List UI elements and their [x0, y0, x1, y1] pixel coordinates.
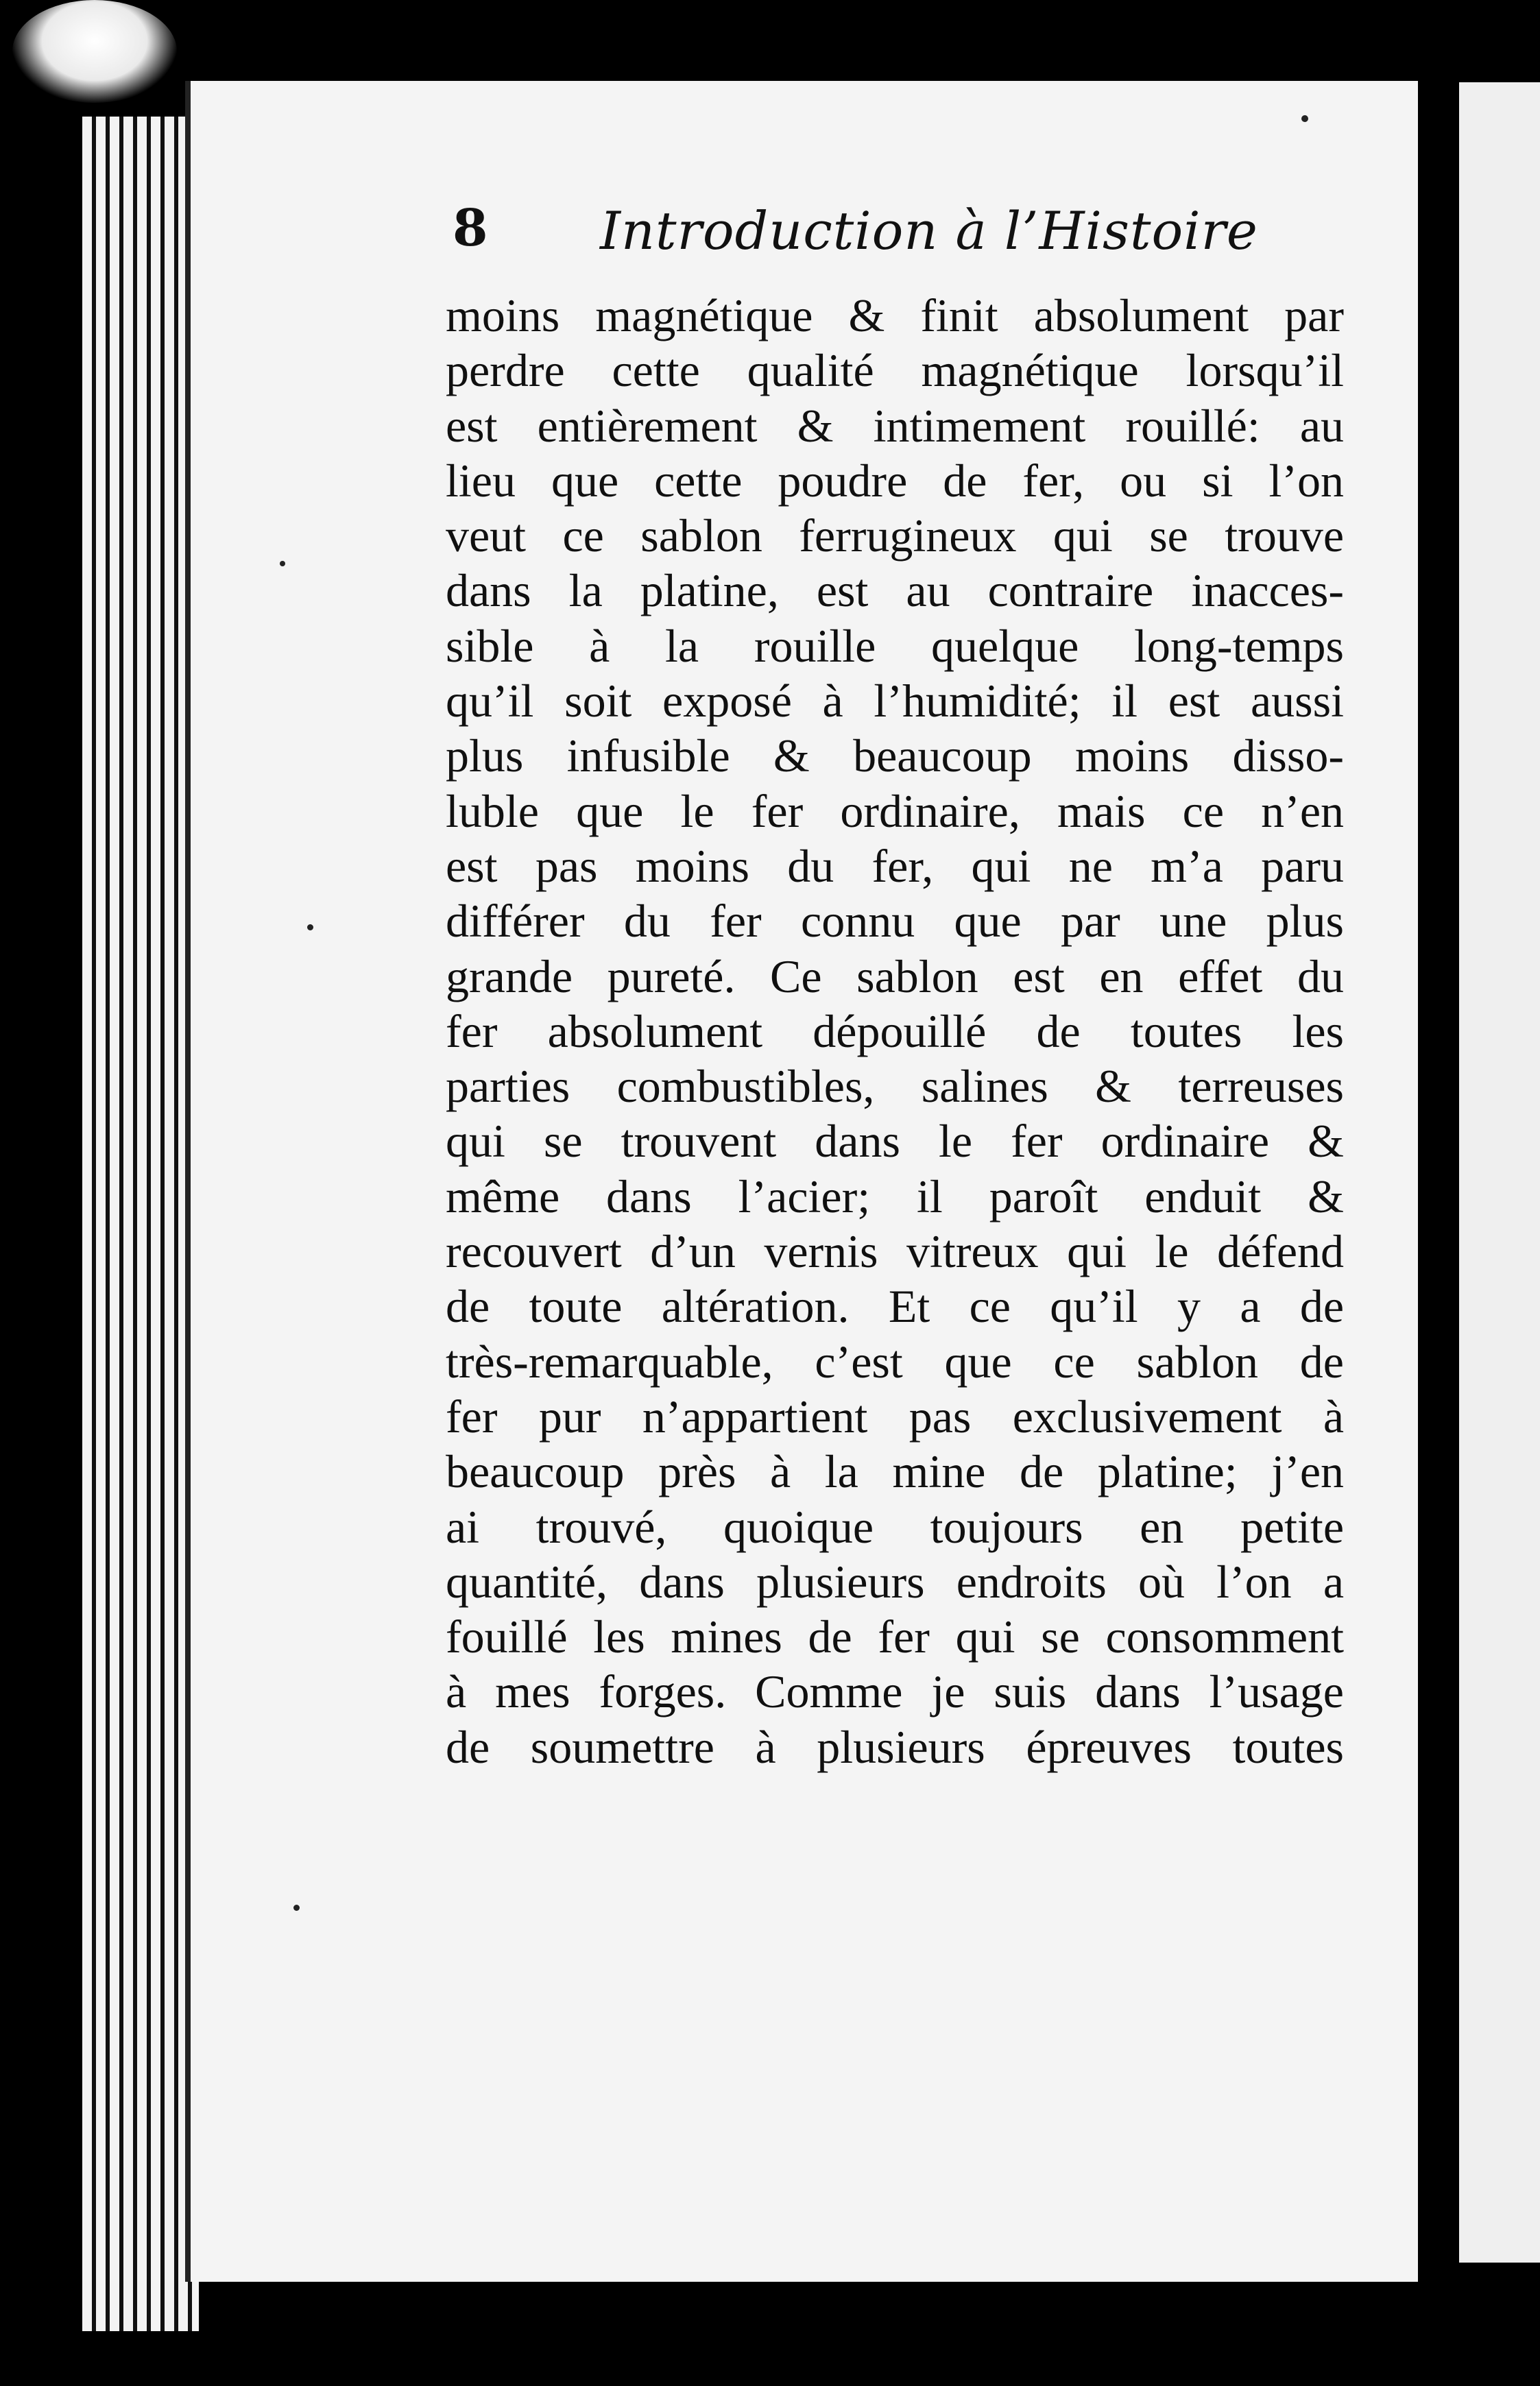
- text-line: moins magnétique & finit absolument par: [446, 289, 1344, 341]
- text-line: même dans l’acier; il paroît enduit &: [446, 1170, 1344, 1222]
- text-line: lieu que cette poudre de fer, ou si l’on: [446, 454, 1344, 507]
- text-line: est entièrement & intimement rouillé: au: [446, 399, 1344, 452]
- text-line: à mes forges. Comme je suis dans l’usage: [446, 1665, 1344, 1718]
- text-line: dans la platine, est au contraire inacces-: [446, 564, 1344, 617]
- text-line: est pas moins du fer, qui ne m’a paru: [446, 839, 1344, 892]
- ink-speck: [307, 924, 313, 930]
- text-line: grande pureté. Ce sablon est en effet du: [446, 950, 1344, 1002]
- paper-stain: [12, 0, 177, 103]
- text-line: quantité, dans plusieurs endroits où l’on a: [446, 1555, 1344, 1608]
- text-line: de toute altération. Et ce qu’il y a de: [446, 1280, 1344, 1333]
- text-line: beaucoup près à la mine de platine; j’en: [446, 1445, 1344, 1498]
- text-line: plus infusible & beaucoup moins disso-: [446, 730, 1344, 782]
- text-line: luble que le fer ordinaire, mais ce n’en: [446, 784, 1344, 837]
- text-line: très-remarquable, c’est que ce sablon de: [446, 1335, 1344, 1388]
- page-number: 8: [453, 199, 488, 258]
- text-line: parties combustibles, salines & terreuses: [446, 1060, 1344, 1113]
- page-edges: [82, 117, 199, 2331]
- text-line: fouillé les mines de fer qui se consomment: [446, 1611, 1344, 1663]
- text-line: veut ce sablon ferrugineux qui se trouve: [446, 509, 1344, 562]
- text-line: recouvert d’un vernis vitreux qui le défend: [446, 1225, 1344, 1278]
- body-text: [446, 288, 1344, 1774]
- text-line: fer absolument dépouillé de toutes les: [446, 1004, 1344, 1057]
- text-line: de soumettre à plusieurs épreuves toutes: [446, 1720, 1344, 1773]
- running-title: Introduction à l’Histoire: [600, 200, 1258, 261]
- facing-page-edge: [1459, 82, 1540, 2263]
- text-line: ai trouvé, quoique toujours en petite: [446, 1500, 1344, 1553]
- text-line: fer pur n’appartient pas exclusivement à: [446, 1390, 1344, 1443]
- text-line: sible à la rouille quelque long-temps: [446, 619, 1344, 672]
- ink-speck: [1301, 115, 1308, 122]
- text-line: différer du fer connu que par une plus: [446, 895, 1344, 948]
- text-line: qu’il soit exposé à l’humidité; il est aussi: [446, 675, 1344, 727]
- text-line: qui se trouvent dans le fer ordinaire &: [446, 1115, 1344, 1168]
- ink-speck: [293, 1905, 300, 1911]
- text-line: perdre cette qualité magnétique lorsqu’il: [446, 344, 1344, 397]
- running-header: [453, 199, 1262, 267]
- ink-speck: [280, 561, 285, 566]
